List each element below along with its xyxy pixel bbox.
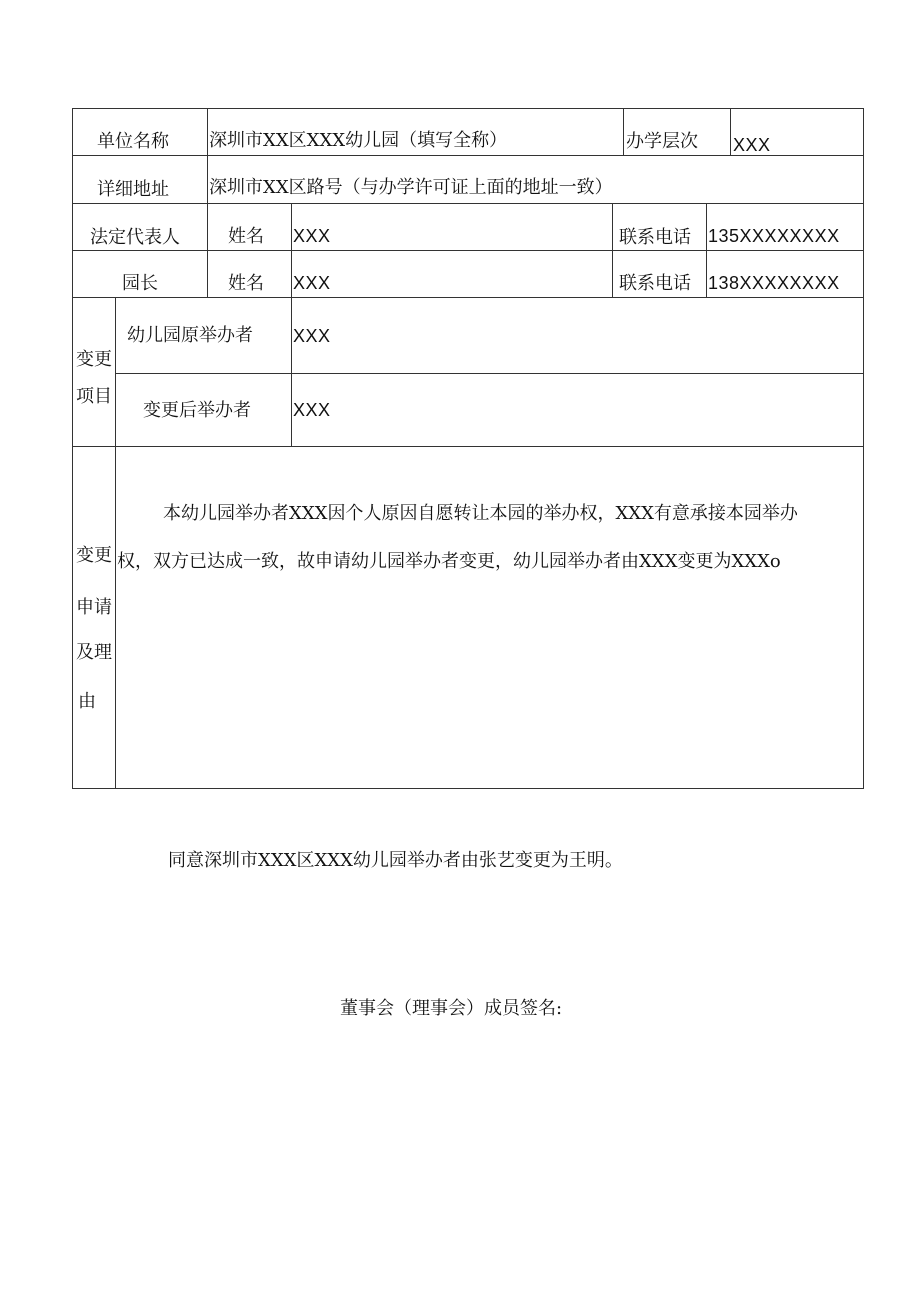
col-divider xyxy=(623,108,624,156)
original-sponsor-value: XXX xyxy=(293,326,331,346)
row-divider xyxy=(72,250,864,251)
reason-label-line3: 及理 xyxy=(76,642,112,663)
table-border-right xyxy=(863,108,864,789)
address-label: 详细地址 xyxy=(97,179,169,200)
table-border-top xyxy=(72,108,864,109)
change-items-label-line2: 项目 xyxy=(76,386,112,407)
signature-label: 董事会（理事会）成员签名: xyxy=(340,998,563,1019)
new-sponsor-value: XXX xyxy=(293,400,331,420)
col-divider xyxy=(207,108,208,298)
change-items-label-line1: 变更 xyxy=(76,349,112,370)
principal-label: 园长 xyxy=(122,273,158,294)
reason-label-line1: 变更 xyxy=(76,545,112,566)
level-value: XXX xyxy=(733,135,771,155)
reason-label-line2: 申请 xyxy=(76,597,112,618)
row-divider xyxy=(72,297,864,298)
new-sponsor-label: 变更后举办者 xyxy=(143,400,251,421)
principal-name-label: 姓名 xyxy=(228,273,264,294)
legal-rep-phone-label: 联系电话 xyxy=(619,227,691,248)
reason-line-2: 权，双方已达成一致，故申请幼儿园举办者变更，幼儿园举办者由XXX变更为XXXo xyxy=(117,551,781,572)
col-divider xyxy=(706,203,707,298)
legal-rep-name-label: 姓名 xyxy=(228,226,264,247)
level-label: 办学层次 xyxy=(626,131,698,152)
legal-rep-name-value: XXX xyxy=(293,226,331,246)
principal-phone-label: 联系电话 xyxy=(619,273,691,294)
col-divider xyxy=(730,108,731,156)
unit-name-label: 单位名称 xyxy=(97,131,169,152)
col-divider xyxy=(612,203,613,298)
original-sponsor-label: 幼儿园原举办者 xyxy=(127,325,253,346)
principal-name-value: XXX xyxy=(293,273,331,293)
unit-name-value: 深圳市XX区XXX幼儿园（填写全称） xyxy=(209,130,508,151)
address-value: 深圳市XX区路号（与办学许可证上面的地址一致） xyxy=(209,177,613,198)
legal-rep-label: 法定代表人 xyxy=(90,227,180,248)
row-divider xyxy=(72,203,864,204)
col-divider xyxy=(291,297,292,447)
reason-line-1: 本幼儿园举办者XXX因个人原因自愿转让本园的举办权，XXX有意承接本园举办 xyxy=(163,503,798,524)
reason-paragraph xyxy=(117,490,857,586)
reason-label-line4: 由 xyxy=(78,691,96,712)
col-divider xyxy=(115,297,116,788)
col-divider xyxy=(291,203,292,298)
legal-rep-phone-value: 135XXXXXXXX xyxy=(708,226,840,246)
row-divider xyxy=(115,373,864,374)
row-divider xyxy=(72,446,864,447)
table-border-bottom xyxy=(72,788,864,789)
principal-phone-value: 138XXXXXXXX xyxy=(708,273,840,293)
approval-text: 同意深圳市XXX区XXX幼儿园举办者由张艺变更为王明。 xyxy=(168,850,623,871)
